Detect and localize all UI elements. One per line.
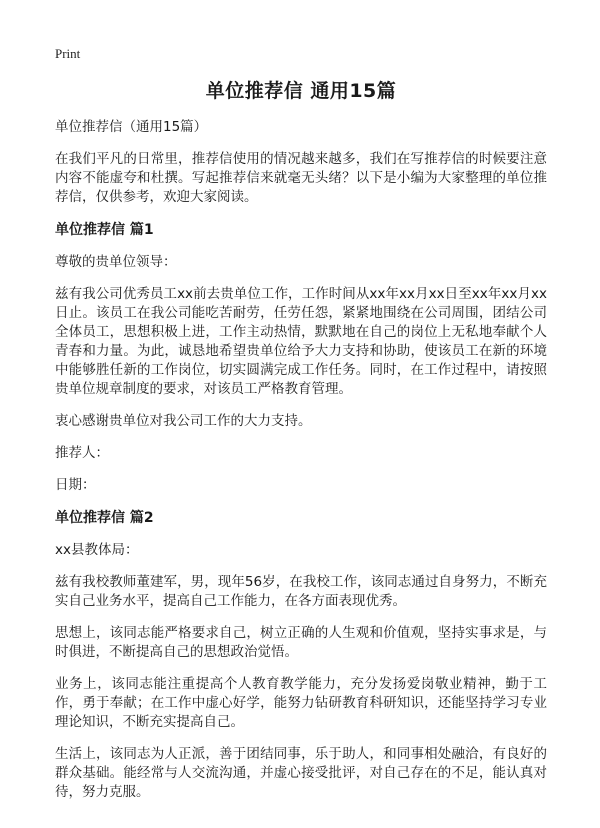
section2-paragraph-1: 兹有我校教师董建军，男，现年56岁，在我校工作，该同志通过自身努力，不断充实自己业务水平，提高自己工作能力，在各方面表现优秀。 bbox=[55, 574, 547, 609]
intro-paragraph: 在我们平凡的日常里，推荐信使用的情况越来越多，我们在写推荐信的时候要注意内容不能虚夸和杜撰。写起推荐信来就毫无头绪？以下是小编为大家整理的单位推荐信，仅供参考，欢迎大家阅读。 bbox=[55, 151, 547, 205]
page-title: 单位推荐信 通用15篇 bbox=[205, 80, 397, 102]
document-body bbox=[55, 78, 547, 815]
salutation-1: 尊敬的贵单位领导： bbox=[55, 254, 177, 270]
section2-paragraph-4: 生活上，该同志为人正派，善于团结同事，乐于助人，和同事相处融洽，有良好的群众基础。能经常与人交流沟通，并虚心接受批评，对自己存在的不足，能认真对待，努力克服。 bbox=[55, 746, 547, 800]
section2-paragraph-2: 思想上，该同志能严格要求自己，树立正确的人生观和价值观，坚持实事求是，与时俱进，不断提高自己的思想政治觉悟。 bbox=[55, 625, 547, 660]
salutation-2: xx县教体局： bbox=[55, 542, 139, 558]
section-heading-2: 单位推荐信 篇2 bbox=[55, 510, 154, 526]
print-link[interactable]: Print bbox=[55, 46, 81, 61]
section-heading-1: 单位推荐信 篇1 bbox=[55, 222, 154, 238]
thanks-paragraph: 衷心感谢贵单位对我公司工作的大力支持。 bbox=[55, 413, 312, 429]
section2-paragraph-3: 业务上，该同志能注重提高个人教育教学能力，充分发扬爱岗敬业精神，勤于工作，勇于奉献；在工作中虚心好学，能努力钻研教育科研知识，还能坚持学习专业理论知识，不断充实提高自己。 bbox=[55, 676, 547, 730]
body-paragraph-1: 兹有我公司优秀员工xx前去贵单位工作，工作时间从xx年xx月xx日至xx年xx月xx日止。该员工在我公司能吃苦耐劳，任劳任怨，紧紧地围绕在公司周围，团结公司全体员工，思想积极上进，工作主动热情，默默地在自己的岗位上无私地奉献个人青春和力量。为此，诚恳地希望贵单位给予大力支持和协助，使该员工在新的环境中能够胜任新的工作岗位，切实圆满完成工作任务。同时，在工作过程中，请按照贵单位规章制度的要求，对该员工严格教育管理。 bbox=[55, 286, 547, 397]
recommender-label: 推荐人： bbox=[55, 445, 109, 461]
date-label: 日期： bbox=[55, 477, 96, 493]
document-subtitle: 单位推荐信（通用15篇） bbox=[55, 119, 208, 135]
